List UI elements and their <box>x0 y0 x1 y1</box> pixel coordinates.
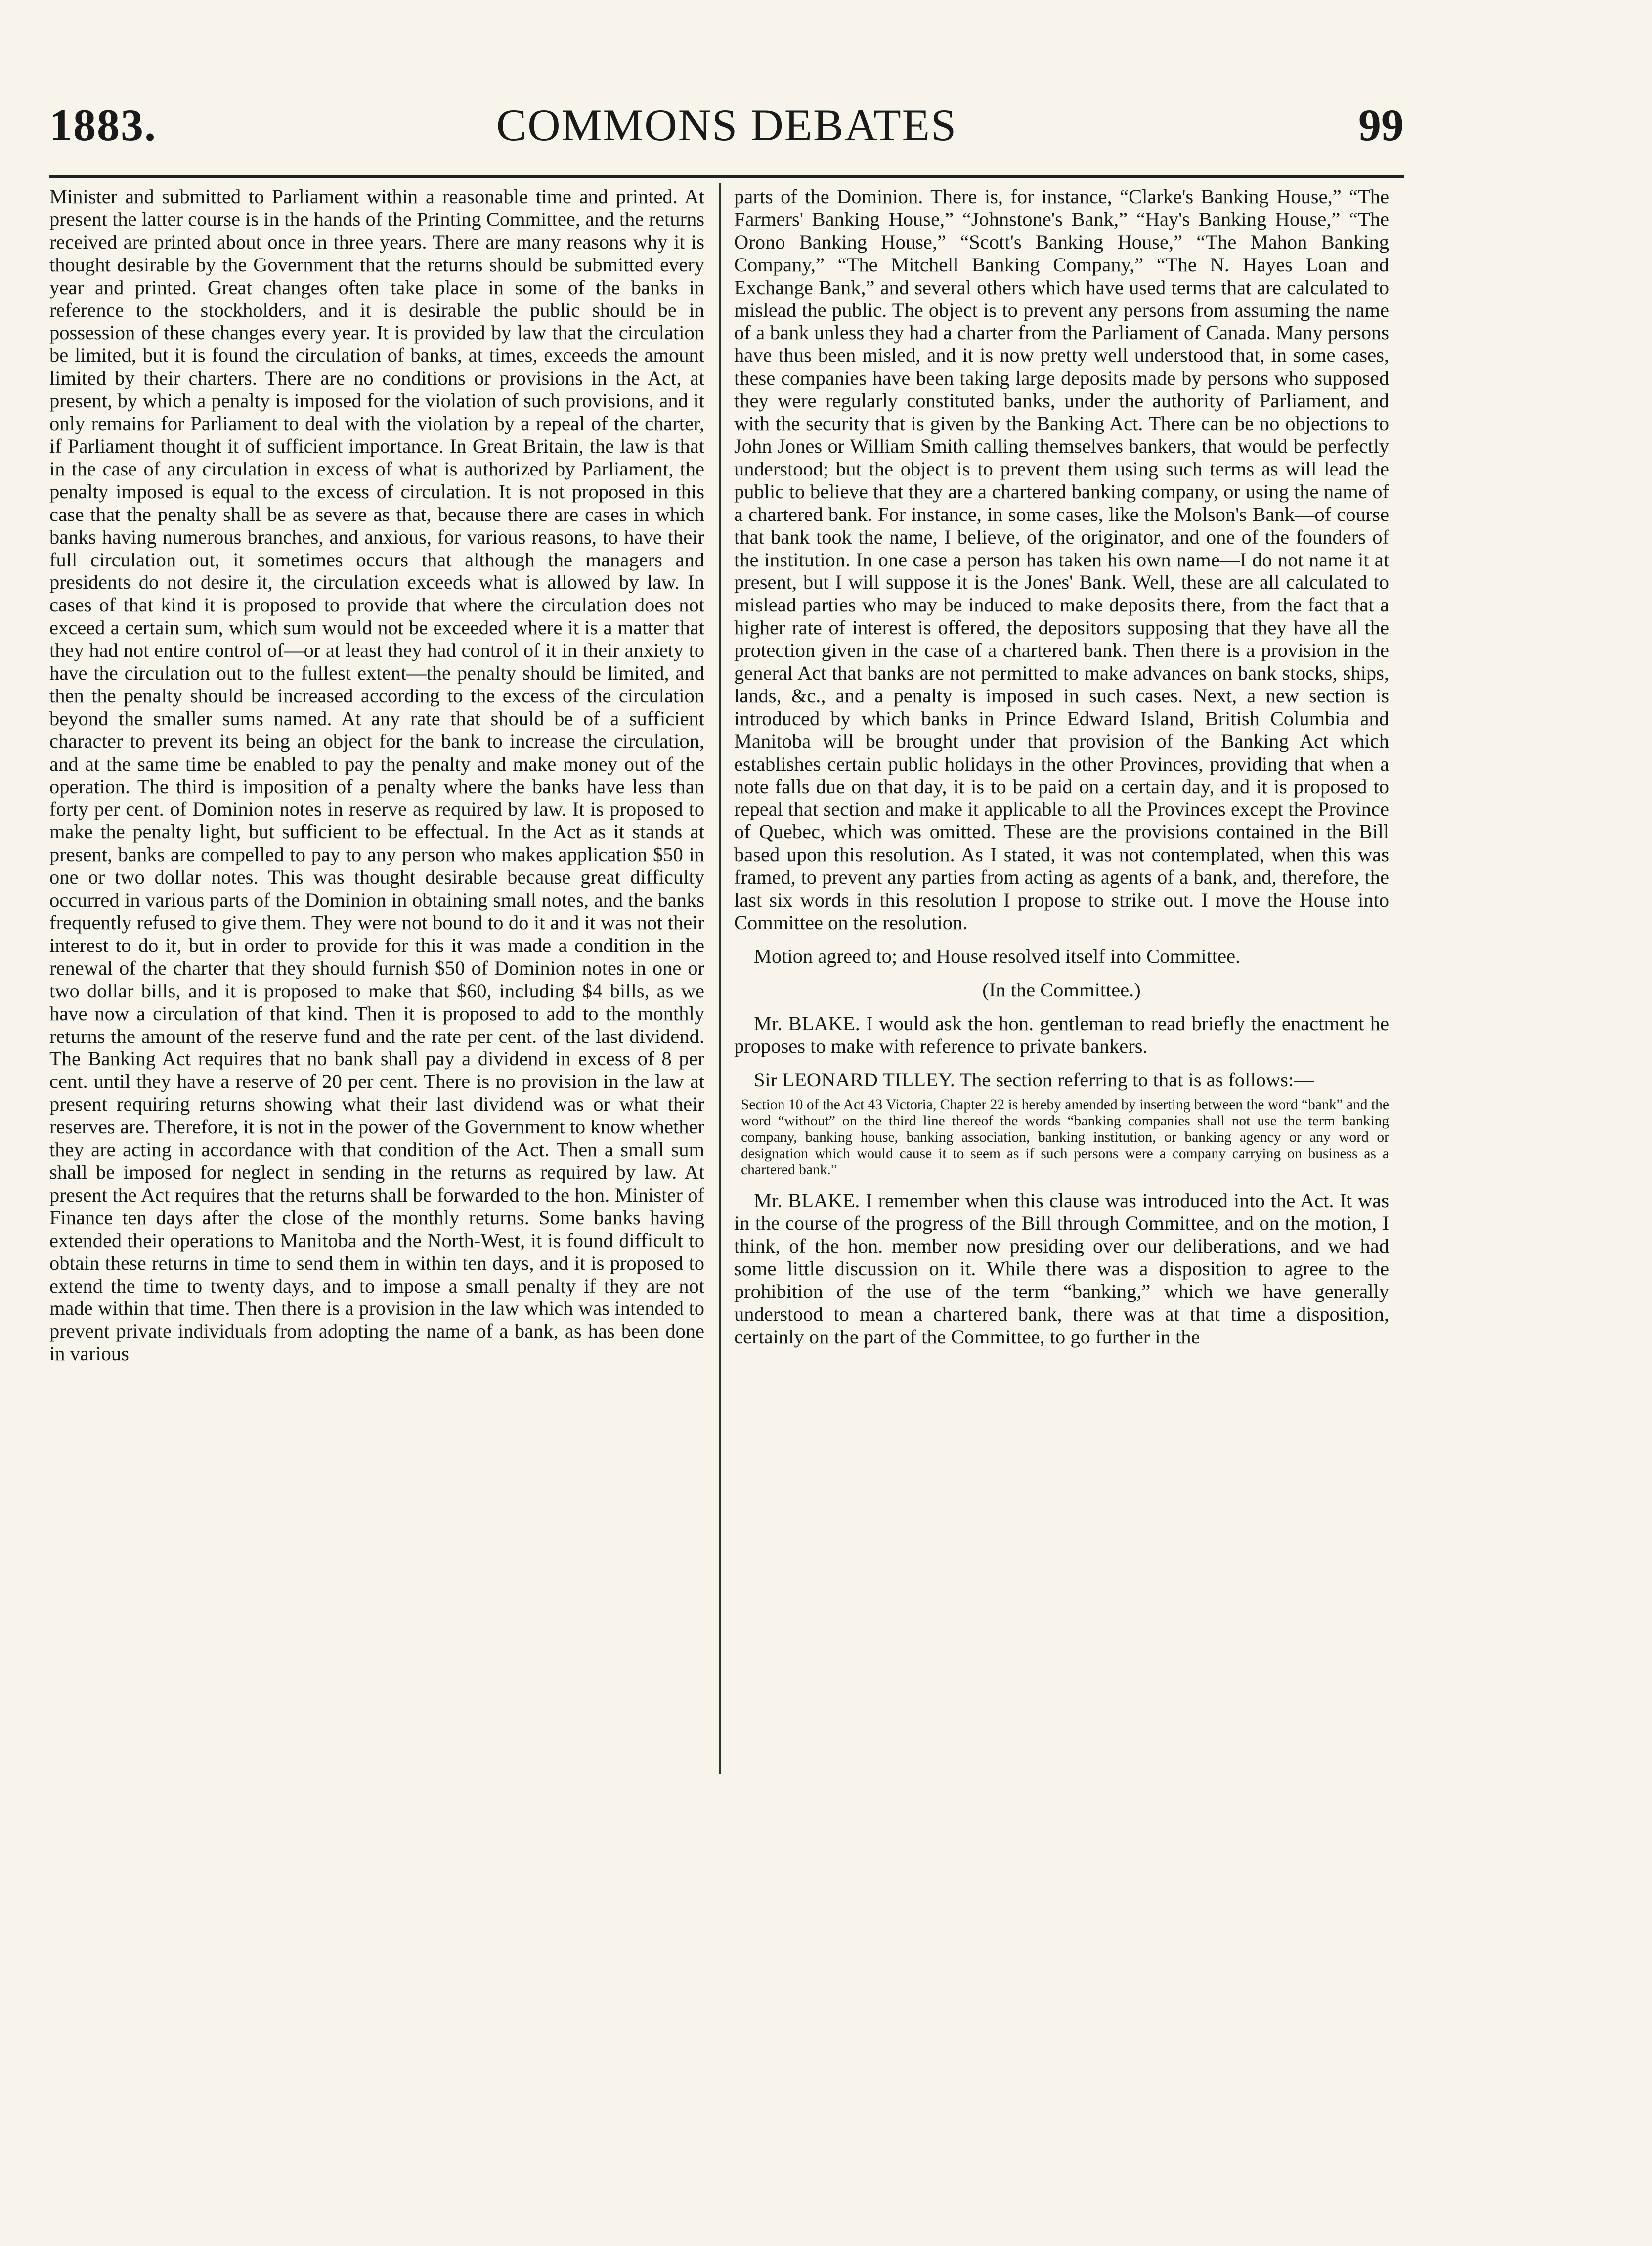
left-column-paragraph: Minister and submitted to Parliament within a reasonable time and printed. At present the latter course is in the hands of the Printing Committee, and the returns received are printed about once in three years. There are many reasons why it is thought desirable by the Government that the returns should be submitted every year and printed. Great changes often take place in some of the banks in reference to the stockholders, and it is desirable the public should be in possession of these changes every year. It is provided by law that the circulation be limited, but it is found the circulation of banks, at times, exceeds the amount limited by their charters. There are no conditions or provisions in the Act, at present, by which a penalty is imposed for the violation of such provisions, and it only remains for Parliament to deal with the violation by a repeal of the charter, if Parliament thought it of sufficient importance. In Great Britain, the law is that in the case of any circulation in excess of what is authorized by Parliament, the penalty imposed is equal to the excess of circulation. It is not proposed in this case that the penalty shall be as severe as that, because there are cases in which banks having numerous branches, and anxious, for various reasons, to have their full circulation out, it sometimes occurs that although the managers and presidents do not desire it, the circulation exceeds what is allowed by law. In cases of that kind it is proposed to provide that where the circulation does not exceed a certain sum, which sum would not be exceeded where it is a matter that they had not entire control of—or at least they had control of it in their anxiety to have the circulation out to the fullest extent—the penalty should be limited, and then the penalty should be increased according to the excess of the circulation beyond the smaller sums named. At any rate that should be of a sufficient character to prevent its being an object for the bank to increase the circulation, and at the same time be enabled to pay the penalty and make money out of the operation. The third is imposition of a penalty where the banks have less than forty per cent. of Dominion notes in reserve as required by law. It is proposed to make the penalty light, but sufficient to be effectual. In the Act as it stands at present, banks are compelled to pay to any person who makes application $50 in one or two dollar notes. This was thought desirable because great difficulty occurred in various parts of the Dominion in obtaining small notes, and the banks frequently refused to give them. They were not bound to do it and it was not their interest to do it, but in order to provide for this it was made a condition in the renewal of the charter that they should furnish $50 of Dominion notes in one or two dollar bills, and it is proposed to make that $60, including $4 bills, as we have now a circulation of that kind. Then it is proposed to add to the monthly returns the amount of the reserve fund and the rate per cent. of the last dividend. The Banking Act requires that no bank shall pay a dividend in excess of 8 per cent. until they have a reserve of 20 per cent. There is no provision in the law at present requiring returns showing what their last dividend was or what their reserves are. Therefore, it is not in the power of the Government to know whether they are acting in accordance with that condition of the Act. Then a small sum shall be imposed for neglect in sending in the returns as required by law. At present the Act requires that the returns shall be forwarded to the hon. Minister of Finance ten days after the close of the monthly returns. Some banks having extended their operations to Manitoba and the North-West, it is found difficult to obtain these returns in time to send them in within ten days, and it is proposed to extend the time to twenty days, and to impose a small penalty if they are not made within that time. Then there is a provision in the law which was intended to prevent private individuals from adopting the name of a bank, as has been done in various <box>49 185 704 1365</box>
committee-heading: (In the Committee.) <box>982 978 1141 1001</box>
motion-paragraph: Motion agreed to; and House resolved itself into Committee. <box>754 945 1241 967</box>
column-divider <box>719 183 721 1774</box>
right-column <box>734 185 1389 1348</box>
tilley-paragraph: Sir LEONARD TILLEY. The section referring to that is as follows:— <box>754 1068 1314 1091</box>
blake-question-paragraph: Mr. BLAKE. I would ask the hon. gentleman to read briefly the enactment he proposes to make with reference to private bankers. <box>734 1012 1389 1057</box>
header-year: 1883. <box>49 100 157 150</box>
header-title: COMMONS DEBATES <box>496 100 957 150</box>
page-header <box>49 99 1404 163</box>
page-number: 99 <box>1358 100 1404 150</box>
section-quote: Section 10 of the Act 43 Victoria, Chapter 22 is hereby amended by inserting between the word “bank” and the word “without” on the third line thereof the words “banking companies shall not use the term banking company, banking house, banking association, banking institution, or banking agency or any word or designation which would cause it to seem as if such persons were a company carrying on business as a chartered bank.” <box>741 1097 1389 1178</box>
header-rule <box>49 175 1404 178</box>
blake-remark-paragraph: Mr. BLAKE. I remember when this clause was introduced into the Act. It was in the course of the progress of the Bill through Committee, and on the motion, I think, of the hon. member now presiding over our deliberations, and we had some little discussion on it. While there was a disposition to agree to the prohibition of the use of the term “banking,” which we have generally understood to mean a chartered bank, there was at that time a disposition, certainly on the part of the Committee, to go further in the <box>734 1189 1389 1348</box>
left-column <box>49 185 704 1365</box>
right-paragraph-banking-houses: parts of the Dominion. There is, for instance, “Clarke's Banking House,” “The Farmers' Banking House,” “Johnstone's Bank,” “Hay's Banking House,” “The Orono Banking House,” “Scott's Banking House,” “The Mahon Banking Company,” “The Mitchell Banking Company,” “The N. Hayes Loan and Exchange Bank,” and several others which have used terms that are calculated to mislead the public. The object is to prevent any persons from assuming the name of a bank unless they had a charter from the Parliament of Canada. Many persons have thus been misled, and it is now pretty well understood that, in some cases, these companies have been taking large deposits made by persons who supposed they were regularly constituted banks, under the authority of Parliament, and with the security that is given by the Banking Act. There can be no objections to John Jones or William Smith calling themselves bankers, that would be perfectly understood; but the object is to prevent them using such terms as will lead the public to believe that they are a chartered banking company, or using the name of a chartered bank. For instance, in some cases, like the Molson's Bank—of course that bank took the name, I believe, of the originator, and one of the founders of the institution. In one case a person has taken his own name—I do not name it at present, but I will suppose it is the Jones' Bank. Well, these are all calculated to mislead parties who may be induced to make deposits there, from the fact that a higher rate of interest is offered, the depositors supposing that they have all the protection given in the case of a chartered bank. Then there is a provision in the general Act that banks are not permitted to make advances on bank stocks, ships, lands, &c., and a penalty is imposed in such cases. Next, a new section is introduced by which banks in Prince Edward Island, British Columbia and Manitoba will be brought under that provision of the Banking Act which establishes certain public holidays in the other Provinces, providing that when a note falls due on that day, it is to be paid on a certain day, and it is proposed to repeal that section and make it applicable to all the Provinces except the Province of Quebec, which was omitted. These are the provisions contained in the Bill based upon this resolution. As I stated, it was not contemplated, when this was framed, to prevent any parties from acting as agents of a bank, and, therefore, the last six words in this resolution I propose to strike out. I move the House into Committee on the resolution. <box>734 185 1389 934</box>
